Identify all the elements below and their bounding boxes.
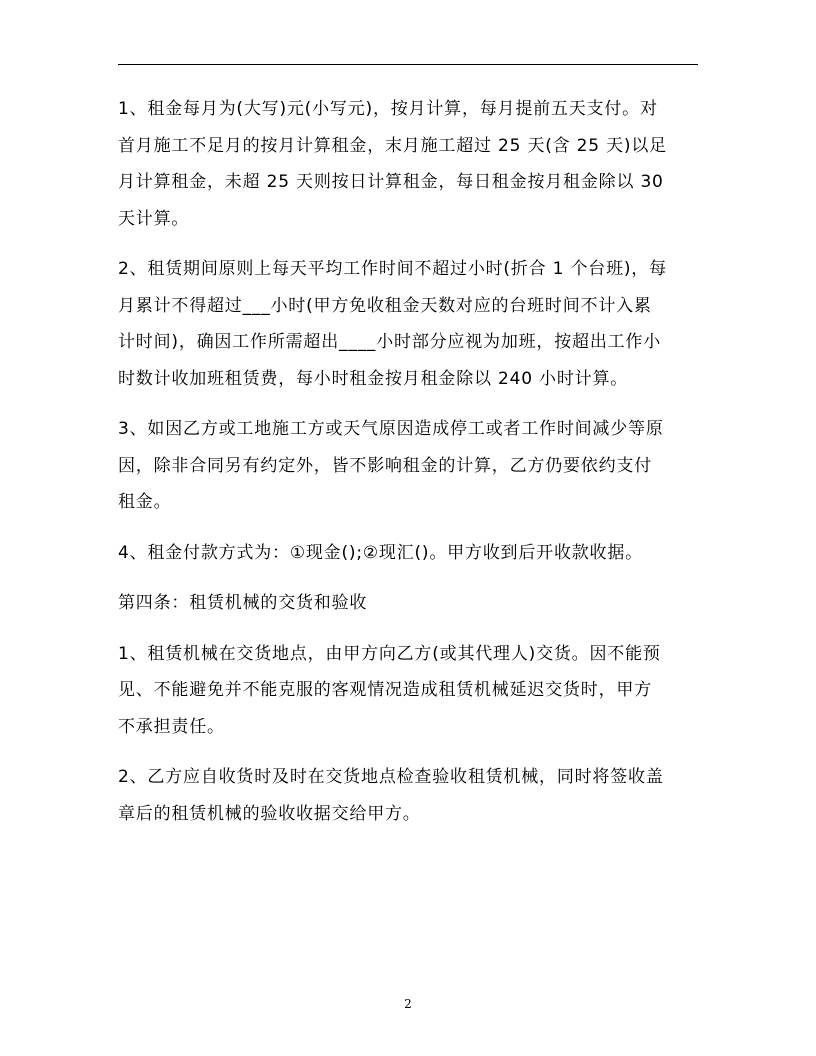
text-line: 租金。 [118,492,172,512]
document-body [118,91,700,846]
text-line: 1、租金每月为(大写)元(小写元)，按月计算，每月提前五天支付。对 [118,99,658,119]
text-line: 2、乙方应自收货时及时在交货地点检查验收租赁机械，同时将签收盖 [118,767,664,787]
paragraph-inspection [118,759,700,832]
header-rule [118,64,698,65]
text-line: 不承担责任。 [118,716,225,737]
text-line: 计时间)，确因工作所需超出____小时部分应视为加班，按超出工作小 [118,332,662,352]
paragraph-work-stoppage [118,411,700,521]
text-line: 4、租金付款方式为：①现金();②现汇()。甲方收到后开收款收据。 [118,542,643,563]
paragraph-payment-method [118,535,700,572]
text-line: 章后的租赁机械的验收收据交给甲方。 [118,803,421,824]
page-number: 2 [404,997,412,1011]
text-line: 首月施工不足月的按月计算租金，末月施工超过 25 天(含 25 天)以足 [118,135,667,156]
text-line: 1、租赁机械在交货地点，由甲方向乙方(或其代理人)交货。因不能预 [118,643,661,664]
text-line: 2、租赁期间原则上每天平均工作时间不超过小时(折合 1 个台班)，每 [118,259,667,279]
text-line: 月计算租金，未超 25 天则按日计算租金，每日租金按月租金除以 30 [118,172,664,192]
section-heading: 第四条：租赁机械的交货和验收 [118,593,368,613]
paragraph-delivery [118,636,700,746]
paragraph-rent-amount [118,91,700,237]
text-line: 天计算。 [118,208,190,229]
text-line: 因，除非合同另有约定外，皆不影响租金的计算，乙方仍要依约支付 [118,455,652,476]
text-line: 见、不能避免并不能克服的客观情况造成租赁机械延迟交货时，甲方 [118,680,652,700]
text-line: 月累计不得超过___小时(甲方免收租金天数对应的台班时间不计入累 [118,295,652,316]
paragraph-working-hours [118,251,700,397]
text-line: 时数计收加班租赁费，每小时租金按月租金除以 240 小时计算。 [118,368,629,389]
text-line: 3、如因乙方或工地施工方或天气原因造成停工或者工作时间减少等原 [118,419,664,439]
